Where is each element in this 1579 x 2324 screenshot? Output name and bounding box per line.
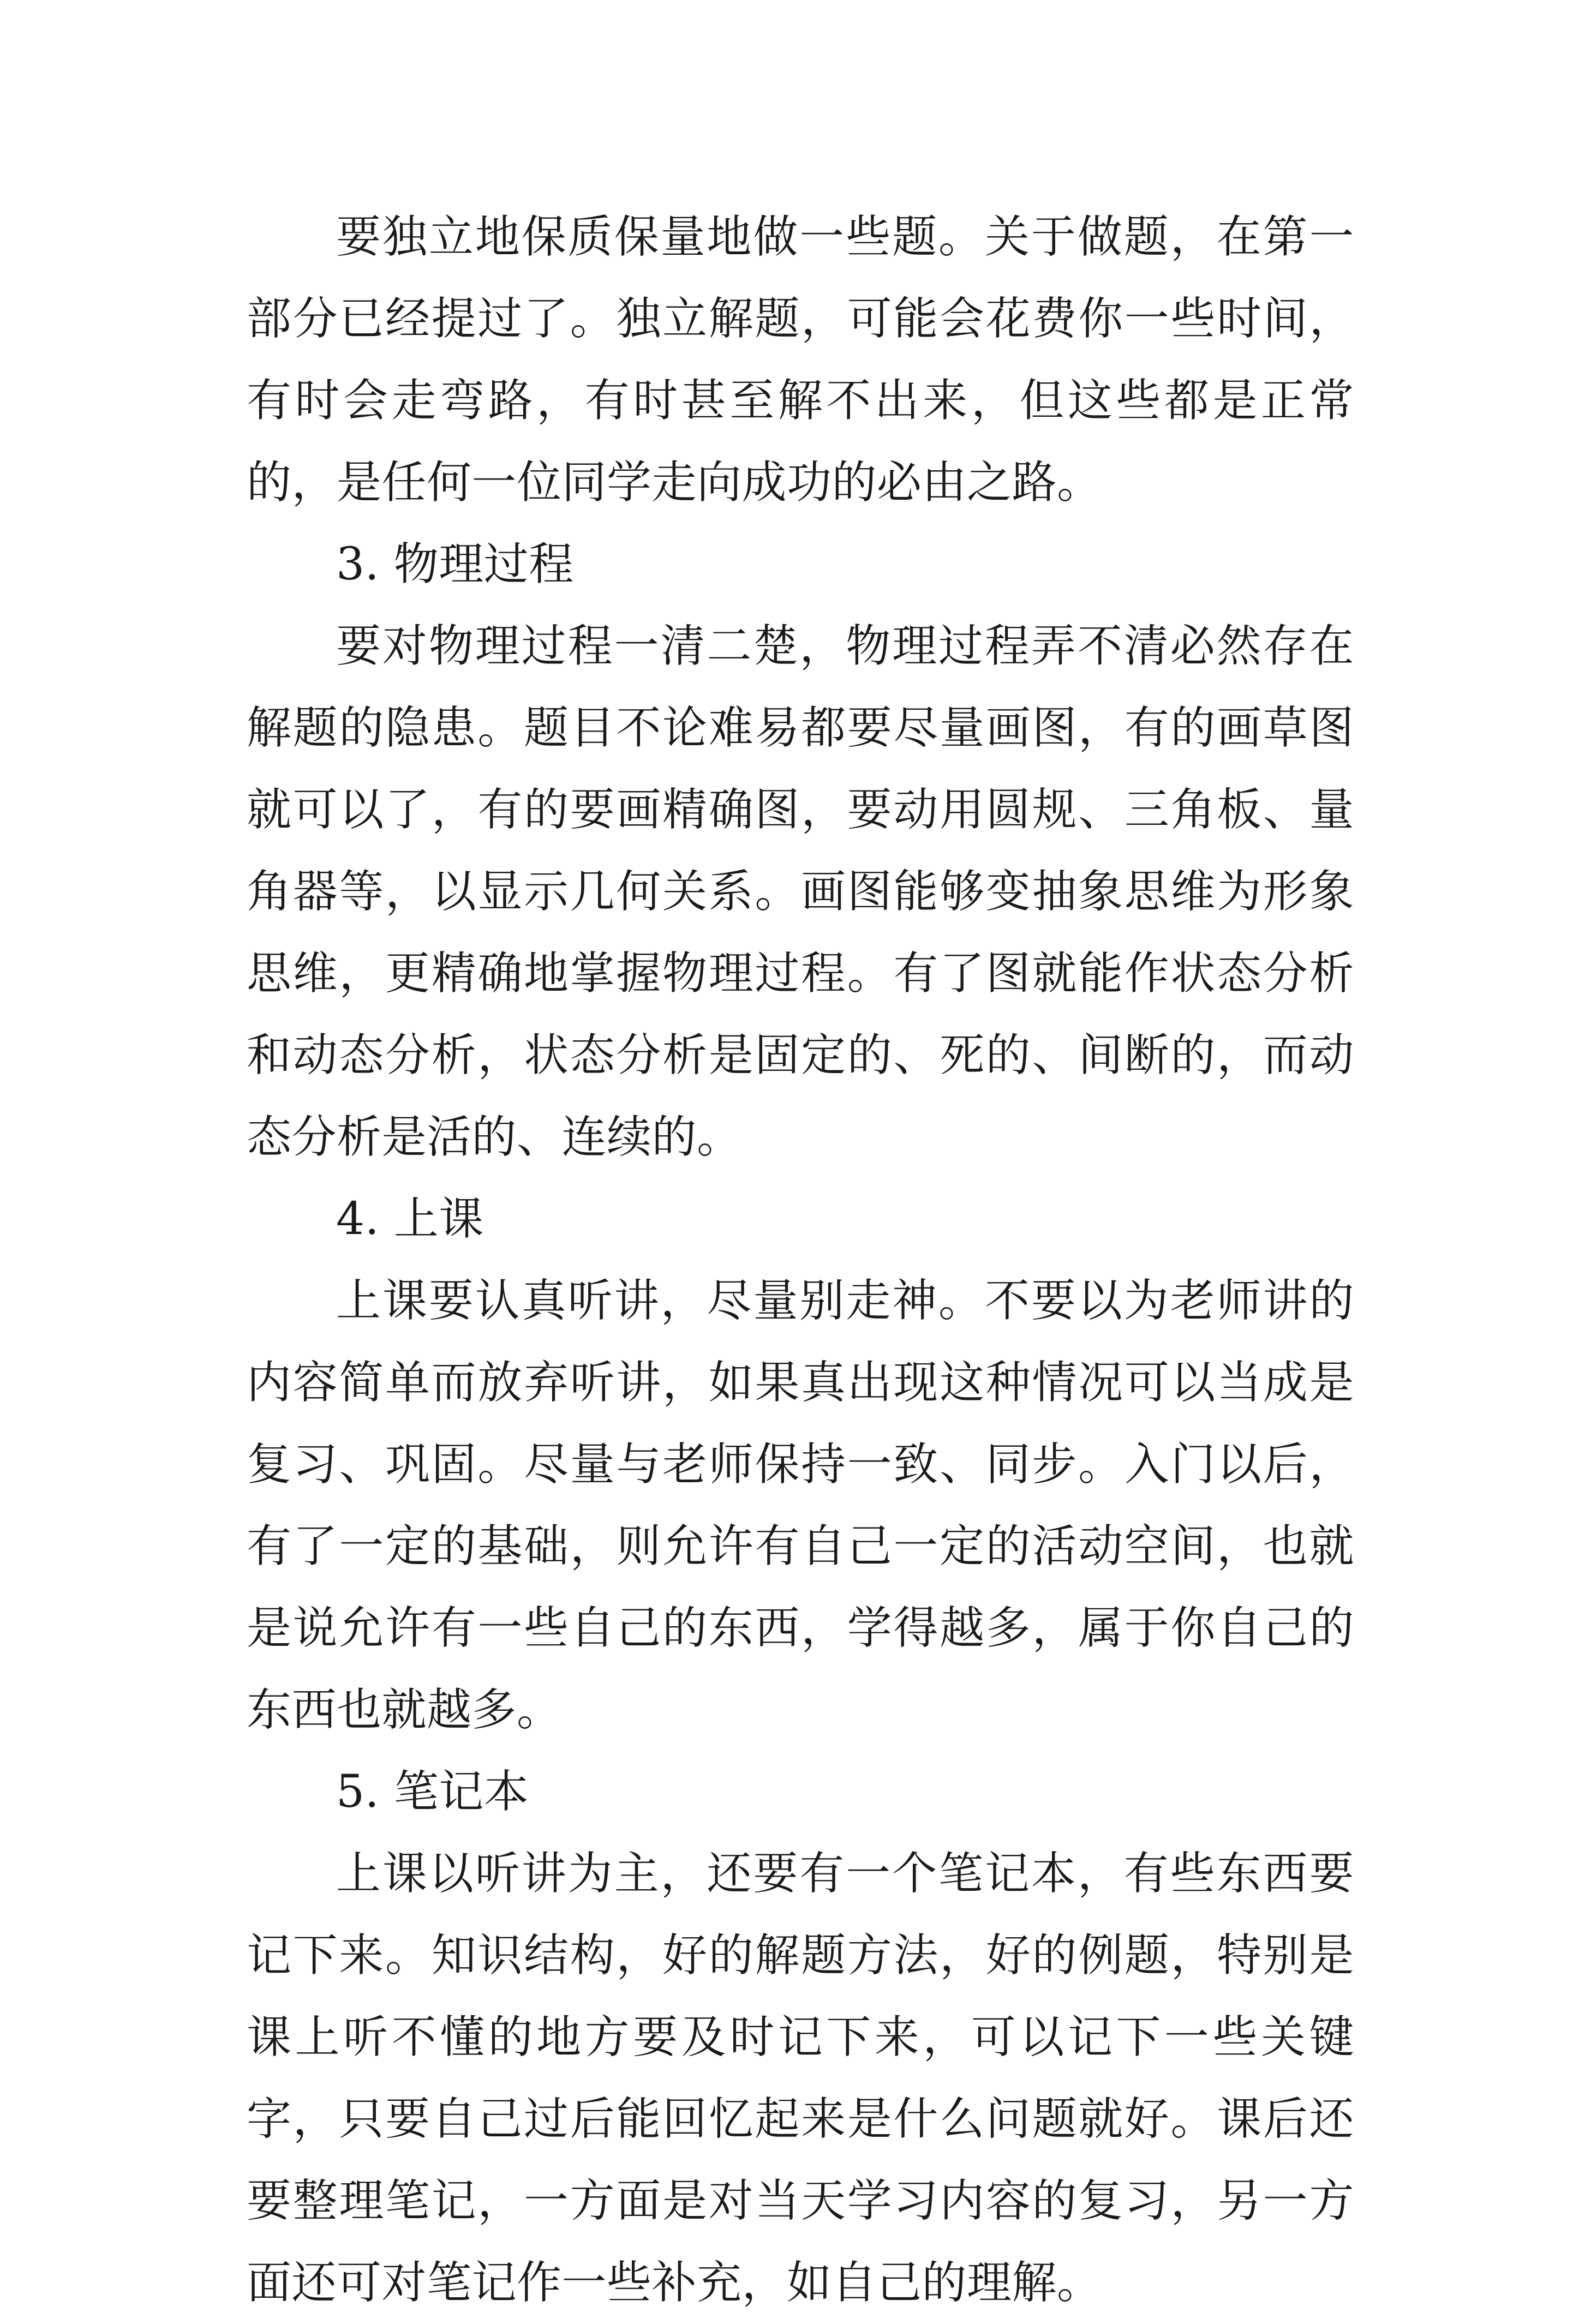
paragraph-notebook: 上课以听讲为主，还要有一个笔记本，有些东西要记下来。知识结构，好的解题方法，好的例题，特别是课上听不懂的地方要及时记下来，可以记下一些关键字，只要自己过后能回忆起来是什么问题就好。课后还要整理笔记，一方面是对当天学习内容的复习，另一方面还可对笔记作一些补充，如自己的理解。 xyxy=(247,1848,1354,2309)
paragraph-independent-practice: 要独立地保质保量地做一些题。关于做题，在第一部分已经提过了。独立解题，可能会花费你一些时间，有时会走弯路，有时甚至解不出来，但这些都是正常的，是任何一位同学走向成功的必由之路。 xyxy=(247,211,1354,508)
section-heading-notebook: 5. 笔记本 xyxy=(336,1766,529,1818)
section-heading-physical-process: 3. 物理过程 xyxy=(336,538,574,590)
paragraph-physical-process: 要对物理过程一清二楚，物理过程弄不清必然存在解题的隐患。题目不论难易都要尽量画图，有的画草图就可以了，有的要画精确图，要动用圆规、三角板、量角器等，以显示几何关系。画图能够变抽象思维为形象思维，更精确地掌握物理过程。有了图就能作状态分析和动态分析，状态分析是固定的、死的、间断的，而动态分析是活的、连续的。 xyxy=(247,620,1354,1163)
section-heading-class: 4. 上课 xyxy=(336,1193,484,1245)
document-body xyxy=(247,196,1354,2324)
paragraph-class: 上课要认真听讲，尽量别走神。不要以为老师讲的内容简单而放弃听讲，如果真出现这种情况可以当成是复习、巩固。尽量与老师保持一致、同步。入门以后，有了一定的基础，则允许有自己一定的活动空间，也就是说允许有一些自己的东西，学得越多，属于你自己的东西也就越多。 xyxy=(247,1275,1354,1736)
